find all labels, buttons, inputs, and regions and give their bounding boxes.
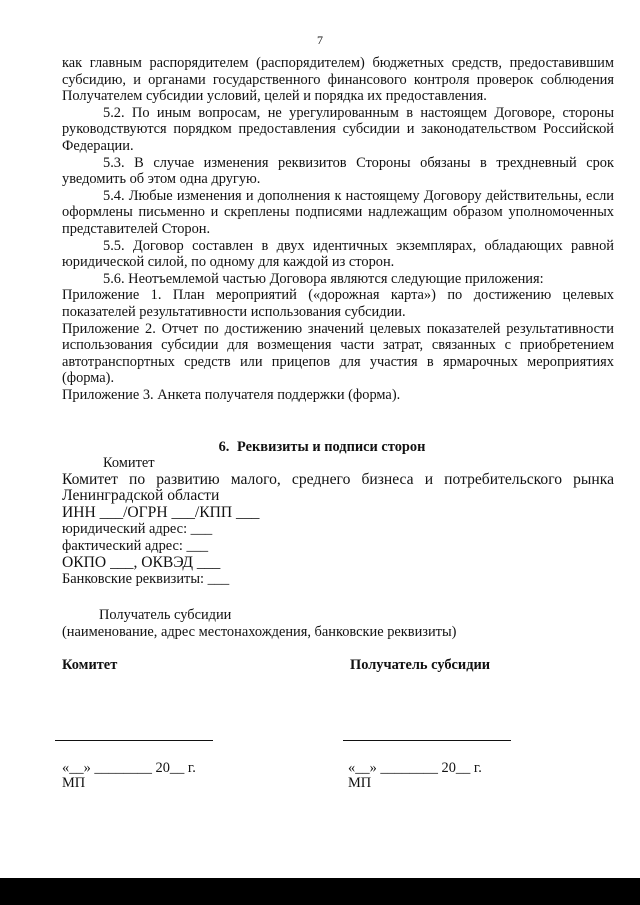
paragraph: 5.2. По иным вопросам, не урегулированным в настоящем Договоре, стороны руководствуются порядком предоставления субсидии и законодательством Российской Федерации. — [62, 104, 614, 154]
committee-label: Комитет — [103, 455, 155, 471]
committee-okpo: ОКПО ___, ОКВЭД ___ — [62, 553, 221, 571]
appendix-item: Приложение 1. План мероприятий («дорожная карта») по достижению целевых показателей результативности использования субсидии. — [62, 287, 614, 320]
contract-body — [62, 55, 614, 403]
paragraph: 5.4. Любые изменения и дополнения к настоящему Договору действительны, если оформлены письменно и скреплены подписями надлежащим образом уполномоченных представителей Сторон. — [62, 187, 614, 237]
stamp-place-left: МП — [62, 775, 86, 791]
paragraph: 5.3. В случае изменения реквизитов Стороны обязаны в трехдневный срок уведомить об этом одна другую. — [62, 154, 614, 188]
committee-requisites — [62, 455, 614, 588]
section-heading — [0, 439, 640, 456]
committee-legal-address: юридический адрес: ___ — [62, 521, 213, 538]
committee-name: Комитет по развитию малого, среднего бизнеса и потребительского рынка Ленинградской области — [62, 470, 614, 505]
section-number: 6. — [218, 439, 230, 455]
scan-border — [0, 878, 640, 905]
signature-line-right — [343, 740, 511, 741]
committee-bank: Банковские реквизиты: ___ — [62, 571, 230, 588]
signature-line-left — [55, 740, 213, 741]
recipient-label: Получатель субсидии — [99, 607, 232, 623]
page-number: 7 — [317, 33, 323, 47]
stamp-place-right: МП — [348, 775, 372, 791]
recipient-note: (наименование, адрес местонахождения, банковские реквизиты) — [62, 624, 457, 640]
committee-actual-address: фактический адрес: ___ — [62, 537, 209, 554]
appendix-item: Приложение 2. Отчет по достижению значений целевых показателей результативности использования субсидии для возмещения части затрат, связанных с приобретением автотранспортных средств или прицепов для участия в ярмарочных мероприятиях (форма). — [62, 320, 614, 387]
signature-right-title: Получатель субсидии — [350, 657, 491, 673]
paragraph: 5.6. Неотъемлемой частью Договора являются следующие приложения: — [103, 270, 544, 287]
section-title: Реквизиты и подписи сторон — [237, 439, 426, 455]
date-left: «__» ________ 20__ г. — [62, 760, 196, 776]
appendix-item: Приложение 3. Анкета получателя поддержки (форма). — [62, 386, 401, 403]
paragraph: 5.5. Договор составлен в двух идентичных экземплярах, обладающих равной юридической силой, по одному для каждой из сторон. — [62, 237, 614, 271]
committee-inn: ИНН ___/ОГРН ___/КПП ___ — [62, 503, 260, 521]
date-right: «__» ________ 20__ г. — [348, 760, 482, 776]
signature-left-title: Комитет — [62, 657, 118, 673]
recipient-requisites — [62, 607, 614, 641]
paragraph: как главным распорядителем (распорядителем) бюджетных средств, предоставившим субсидию, и органами государственного финансового контроля проверок соблюдения Получателем субсидии условий, целей и порядка их предоставления. — [62, 55, 614, 105]
